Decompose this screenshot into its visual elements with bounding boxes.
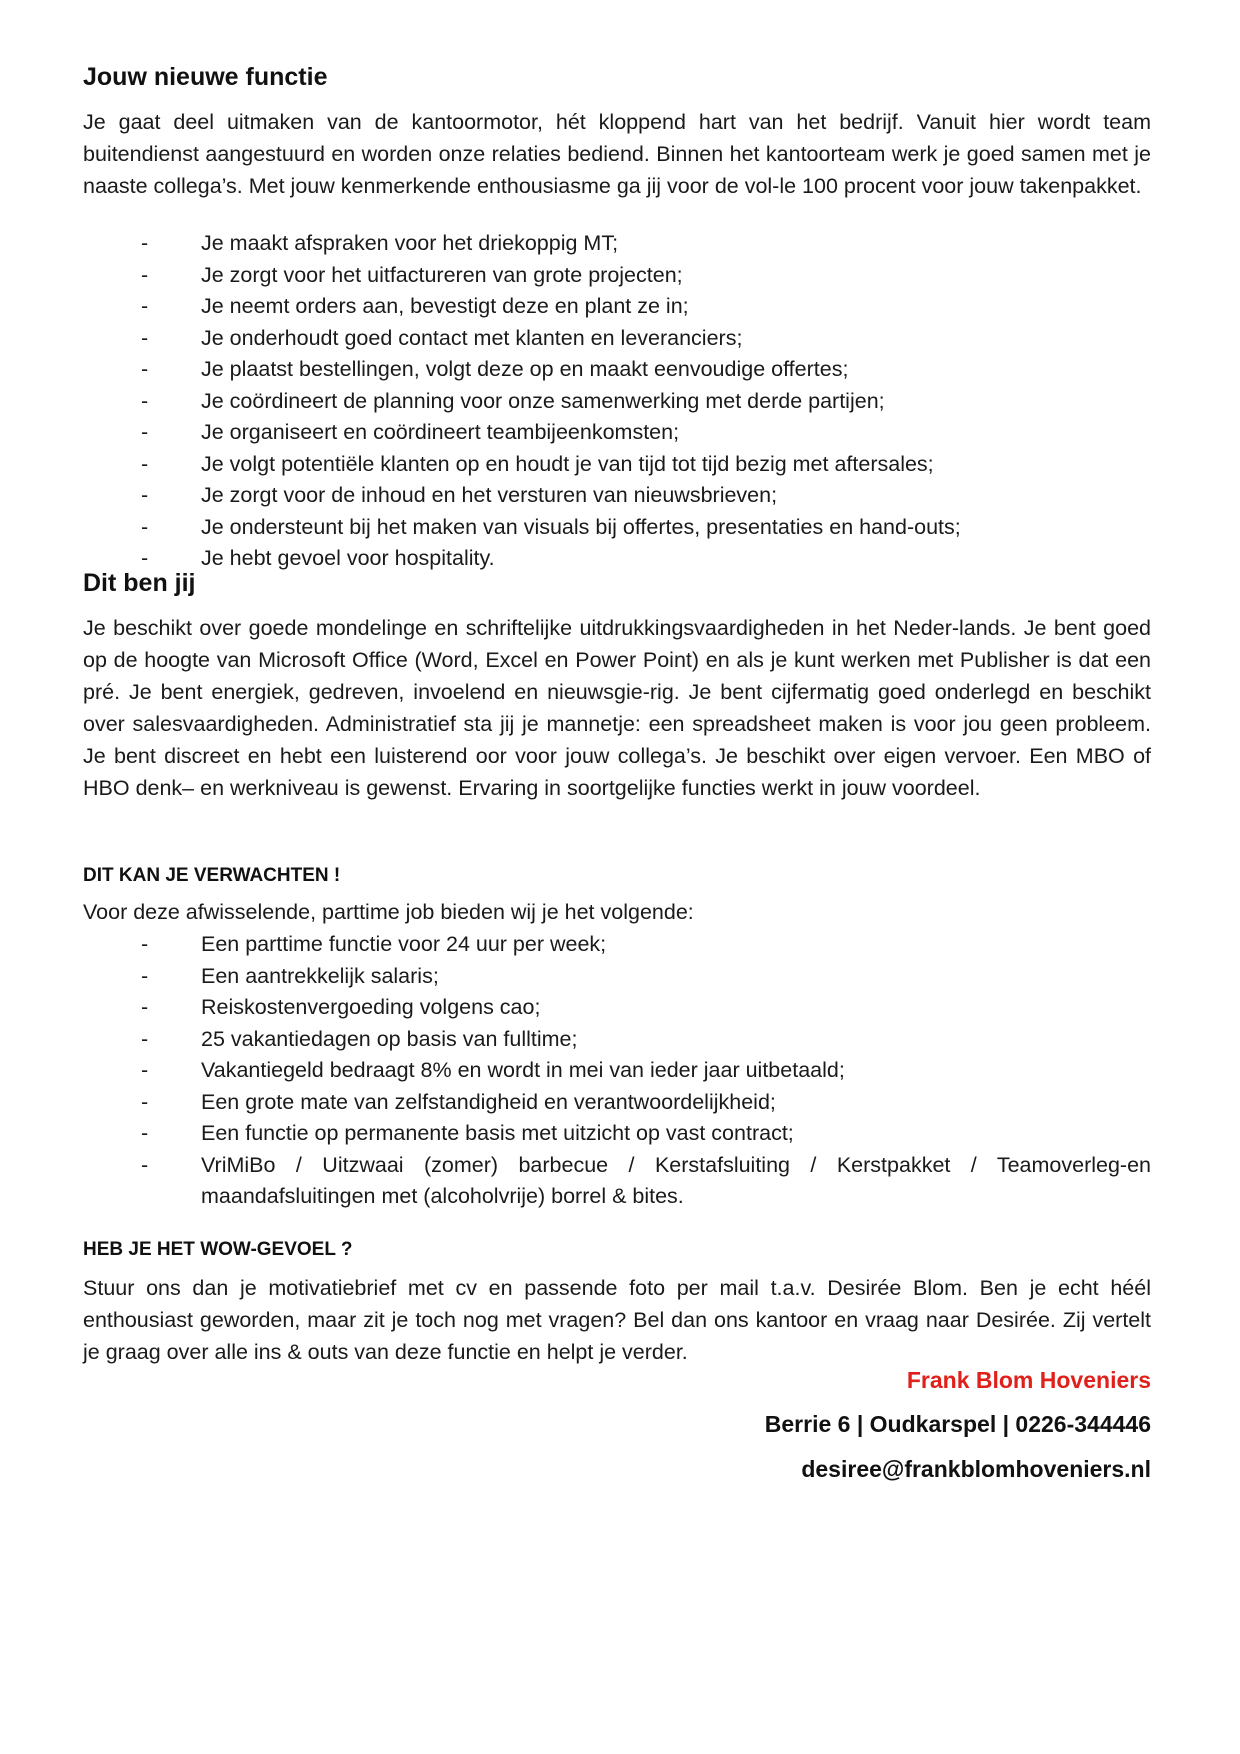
section-new-function — [83, 62, 1151, 92]
bullet-dash: - — [141, 963, 149, 988]
list-item — [83, 543, 1151, 575]
bullet-dash: - — [141, 1026, 149, 1051]
bullet-dash: - — [141, 325, 149, 350]
task-list — [83, 228, 1151, 575]
list-item-text: 25 vakantiedagen op basis van fulltime; — [201, 1026, 578, 1051]
company-address: Berrie 6 | Oudkarspel | 0226-344446 — [764, 1411, 1151, 1437]
list-item — [83, 1024, 1151, 1056]
bullet-dash: - — [141, 420, 149, 444]
list-item — [83, 1150, 1151, 1213]
bullet-dash: - — [141, 294, 149, 318]
list-item — [83, 961, 1151, 993]
bullet-dash: - — [141, 262, 149, 287]
list-item-text: Je coördineert de planning voor onze samenwerking met derde partijen; — [201, 388, 885, 413]
application-paragraph: Stuur ons dan je motivatiebrief met cv en passende foto per mail t.a.v. Desirée Blom. Ben je echt héél enthousiast geworden, maar zit je toch nog met vragen? Bel dan ons kantoor en vraag naar Desirée. Zij vertelt je graag over alle ins & outs van deze functie en helpt je verder. — [83, 1276, 1151, 1364]
list-item — [83, 1087, 1151, 1119]
bullet-dash: - — [141, 388, 149, 413]
heading-dit-ben-jij: Dit ben jij — [83, 569, 196, 597]
list-item — [83, 386, 1151, 418]
bullet-dash: - — [141, 1058, 149, 1082]
heading-wow-gevoel: HEB JE HET WOW-GEVOEL ? — [83, 1239, 353, 1260]
list-item — [83, 354, 1151, 386]
list-item-text: Je zorgt voor de inhoud en het versturen van nieuwsbrieven; — [201, 483, 778, 507]
heading-expectations: DIT KAN JE VERWACHTEN ! — [83, 865, 341, 886]
list-item-text: Je zorgt voor het uitfactureren van grote projecten; — [201, 262, 683, 287]
list-item-text: Je neemt orders aan, bevestigt deze en plant ze in; — [201, 294, 689, 318]
bullet-dash: - — [141, 231, 149, 255]
list-item-text: Je hebt gevoel voor hospitality. — [201, 546, 495, 570]
profile-paragraph: Je beschikt over goede mondelinge en schriftelijke uitdrukkingsvaardigheden in het Neder-lands. Je bent goed op de hoogte van Microsoft Office (Word, Excel en Power Point) en als je kunt werken met Publisher is dat een pré. Je bent energiek, gedreven, invoelend en nieuwsgie-rig. Je bent cijfermatig goed onderlegd en beschikt over salesvaardigheden. Administratief sta jij je mannetje: een spreadsheet maken is voor jou geen probleem. Je bent discreet en hebt een luisterend oor voor jouw collega’s. Je beschikt over eigen vervoer. Een MBO of HBO denk– en werkniveau is gewenst. Ervaring in soortgelijke functies werkt in jouw voordeel. — [83, 616, 1151, 800]
list-item-text: Je ondersteunt bij het maken van visuals bij offertes, presentaties en hand-outs; — [201, 514, 961, 539]
list-item-text: Je onderhoudt goed contact met klanten en leveranciers; — [201, 325, 743, 350]
list-item-text: Een functie op permanente basis met uitzicht op vast contract; — [201, 1121, 794, 1145]
list-item — [83, 929, 1151, 961]
benefits-list — [83, 929, 1151, 1213]
list-item-text: Een parttime functie voor 24 uur per week; — [201, 932, 607, 956]
list-item — [83, 323, 1151, 355]
list-item — [83, 512, 1151, 544]
list-item-text: Je volgt potentiële klanten op en houdt je van tijd tot tijd bezig met aftersales; — [201, 451, 934, 476]
bullet-dash: - — [141, 932, 149, 956]
list-item — [83, 449, 1151, 481]
list-item — [83, 480, 1151, 512]
bullet-dash: - — [141, 357, 149, 381]
list-item — [83, 992, 1151, 1024]
intro-paragraph: Je gaat deel uitmaken van de kantoormotor, hét kloppend hart van het bedrijf. Vanuit hier wordt team buitendienst aangestuurd en worden onze relaties bediend. Binnen het kantoorteam werk je goed samen met je naaste collega’s. Met jouw kenmerkende enthousiasme ga jij voor de vol-le 100 procent voor jouw takenpakket. — [83, 110, 1151, 198]
list-item-text: Je maakt afspraken voor het driekoppig MT; — [201, 231, 619, 255]
bullet-dash: - — [141, 995, 149, 1019]
bullet-dash: - — [141, 451, 149, 476]
list-item — [83, 1118, 1151, 1150]
bullet-dash: - — [141, 1121, 149, 1145]
list-item-text: Je organiseert en coördineert teambijeenkomsten; — [201, 420, 680, 444]
list-item — [83, 291, 1151, 323]
list-item-text: Je plaatst bestellingen, volgt deze op en maakt eenvoudige offertes; — [201, 357, 849, 381]
bullet-dash: - — [141, 546, 149, 570]
bullet-dash: - — [141, 514, 149, 539]
list-item — [83, 228, 1151, 260]
list-item-text: Vakantiegeld bedraagt 8% en wordt in mei van ieder jaar uitbetaald; — [201, 1058, 845, 1082]
bullet-dash: - — [141, 1089, 149, 1114]
company-name: Frank Blom Hoveniers — [906, 1367, 1151, 1393]
list-item-text: Een grote mate van zelfstandigheid en verantwoordelijkheid; — [201, 1089, 776, 1114]
list-item-text: Een aantrekkelijk salaris; — [201, 963, 439, 988]
list-item-text: VriMiBo / Uitzwaai (zomer) barbecue / Kerstafsluiting / Kerstpakket / Teamoverleg-en maandafsluitingen met (alcoholvrije) borrel & bites. — [201, 1152, 1151, 1208]
offer-intro: Voor deze afwisselende, parttime job bieden wij je het volgende: — [83, 900, 694, 924]
bullet-dash: - — [141, 1152, 149, 1177]
contact-email[interactable]: desiree@frankblomhoveniers.nl — [801, 1456, 1151, 1482]
list-item — [83, 417, 1151, 449]
list-item — [83, 260, 1151, 292]
list-item-text: Reiskostenvergoeding volgens cao; — [201, 995, 541, 1019]
list-item — [83, 1055, 1151, 1087]
heading-new-function: Jouw nieuwe functie — [83, 63, 328, 91]
bullet-dash: - — [141, 483, 149, 507]
